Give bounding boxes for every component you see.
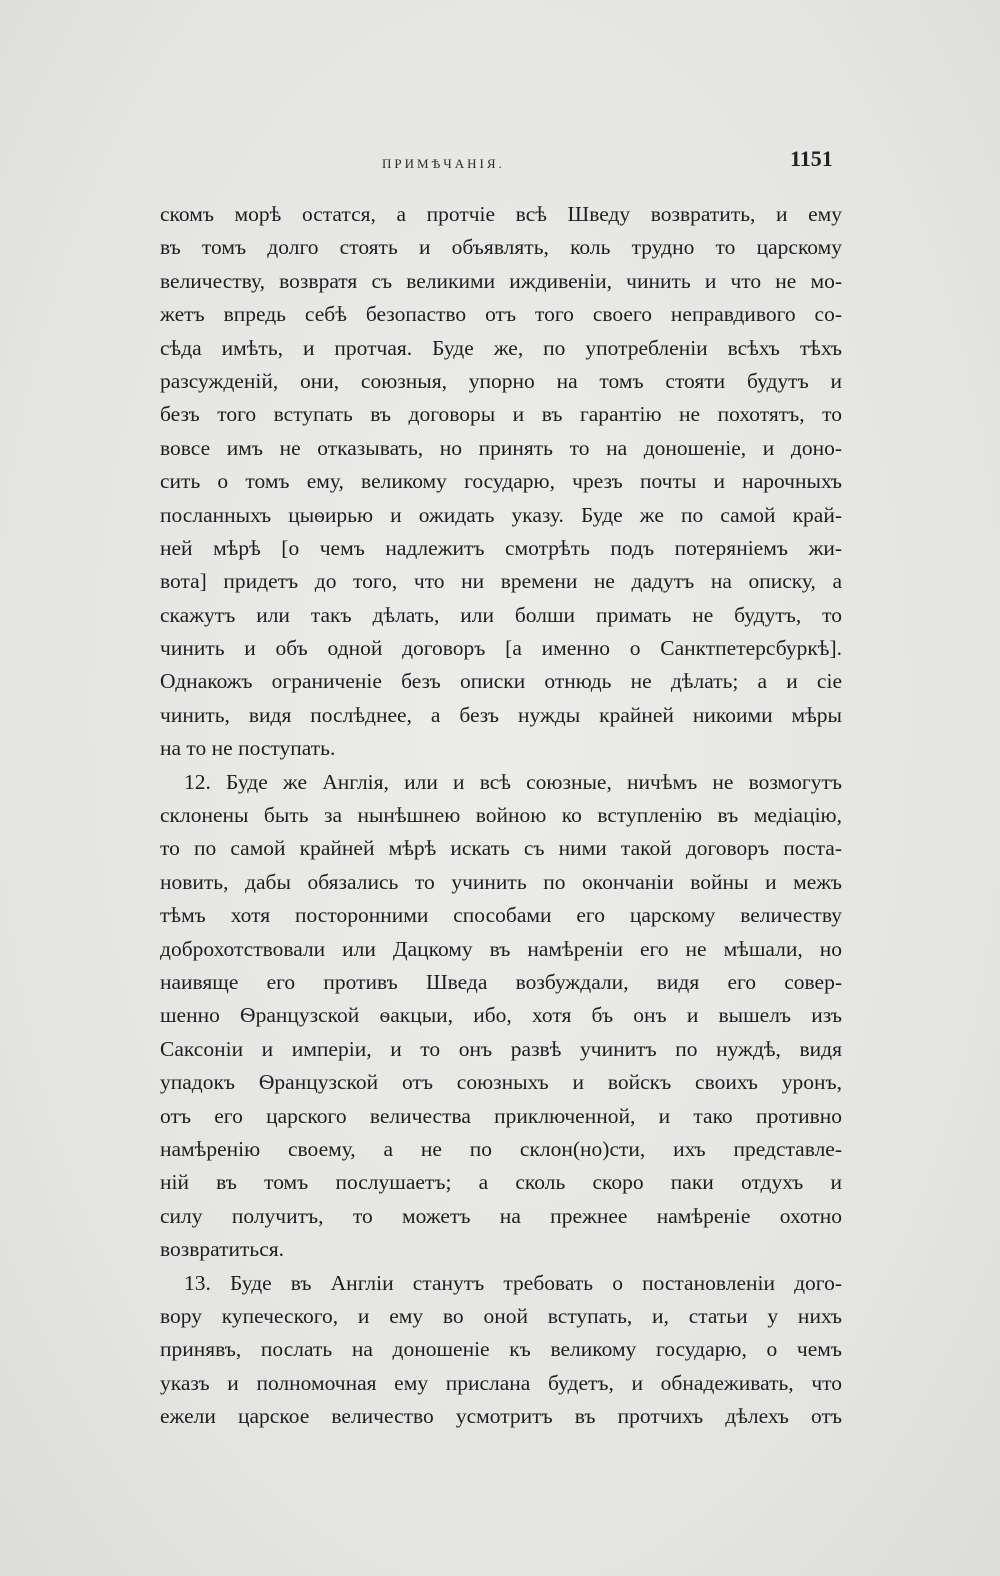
text-line: силу получитъ, то можетъ на прежнее намѣреніе охотно (160, 1203, 842, 1228)
text-line: Саксоніи и имперіи, и то онъ развѣ учинитъ по нуждѣ, видя (160, 1036, 842, 1061)
text-line: указъ и полномочная ему прислана будетъ, и обнадеживать, что (160, 1370, 842, 1395)
running-head: ПРИМѢЧАНІЯ. (382, 156, 505, 171)
text-line: Однакожъ ограниченіе безъ описки отнюдь не дѣлать; а и сіе (160, 669, 842, 694)
text-line: 13. Буде въ Англіи станутъ требовать о постановленіи дого- (184, 1270, 842, 1295)
text-line: принявъ, послать на доношеніе къ великому государю, о чемъ (160, 1337, 842, 1362)
text-line: величеству, возвратя съ великими иждивеніи, чинить и что не мо- (160, 268, 842, 293)
text-line: на то не поступать. (160, 736, 336, 761)
text-line: посланныхъ цыѳирью и ожидать указу. Буде же по самой край- (160, 502, 842, 527)
text-line: вота] придетъ до того, что ни времени не дадутъ на описку, а (160, 569, 842, 594)
text-line: разсужденій, они, союзныя, упорно на томъ стояти будутъ и (160, 368, 842, 393)
text-line: сѣда имѣть, и протчая. Буде же, по употребленіи всѣхъ тѣхъ (160, 335, 842, 360)
text-line: отъ его царского величества приключенной, и тако противно (160, 1103, 842, 1128)
text-line: ній въ томъ послушаетъ; а сколь скоро паки отдухъ и (160, 1170, 842, 1195)
text-line: въ томъ долго стоять и объявлять, коль трудно то царскому (160, 235, 842, 260)
text-line: намѣренію своему, а не по склон(но)сти, ихъ представле- (160, 1136, 842, 1161)
text-line: сить о томъ ему, великому государю, чрезъ почты и нарочныхъ (160, 469, 842, 494)
text-line: скомъ морѣ остатся, а протчіе всѣ Шведу возвратить, и ему (160, 202, 842, 226)
text-line: скажутъ или такъ дѣлать, или болши примать не будутъ, то (160, 602, 842, 627)
text-line: новить, дабы обязались то учинить по окончаніи войны и межъ (160, 869, 842, 894)
text-line: безъ того вступать въ договоры и въ гарантію не похотятъ, то (160, 402, 842, 427)
text-line: склонены быть за нынѣшнею войною ко вступленію въ медіацію, (160, 803, 842, 828)
text-line: ней мѣрѣ [о чемъ надлежитъ смотрѣть подъ потеряніемъ жи- (160, 535, 842, 560)
text-line: ежели царское величество усмотритъ въ протчихъ дѣлехъ отъ (160, 1404, 842, 1429)
text-line: вору купеческого, и ему во оной вступать, и, статьи у нихъ (160, 1303, 842, 1328)
text-line: вовсе имъ не отказывать, но принять то на доношеніе, и доно- (160, 435, 842, 460)
text-line: шенно Ѳранцузской ѳакцыи, ибо, хотя бъ онъ и вышелъ изъ (160, 1003, 842, 1028)
text-line: доброхотствовали или Дацкому въ намѣреніи его не мѣшали, но (160, 936, 842, 961)
text-line: упадокъ Ѳранцузской отъ союзныхъ и войскъ своихъ уронъ, (160, 1070, 842, 1095)
page-number: 1151 (790, 146, 833, 171)
text-line: возвратиться. (160, 1237, 285, 1262)
text-line: чинить, видя послѣднее, а безъ нужды крайней никоими мѣры (160, 702, 842, 727)
text-line: 12. Буде же Англія, или и всѣ союзные, ничѣмъ не возмогутъ (184, 769, 842, 794)
text-line: чинить и объ одной договоръ [а именно о Санктпетерсбуркѣ]. (160, 636, 842, 661)
text-line: тѣмъ хотя посторонними способами его царскому величеству (160, 903, 842, 928)
text-line: то по самой крайней мѣрѣ искать съ ними такой договоръ поста- (160, 836, 842, 861)
body-text (160, 198, 842, 1433)
text-line: наивяще его противъ Шведа возбуждали, видя его совер- (160, 969, 842, 994)
text-line: жетъ впредь себѣ безопаство отъ того своего неправдивого со- (160, 302, 842, 327)
